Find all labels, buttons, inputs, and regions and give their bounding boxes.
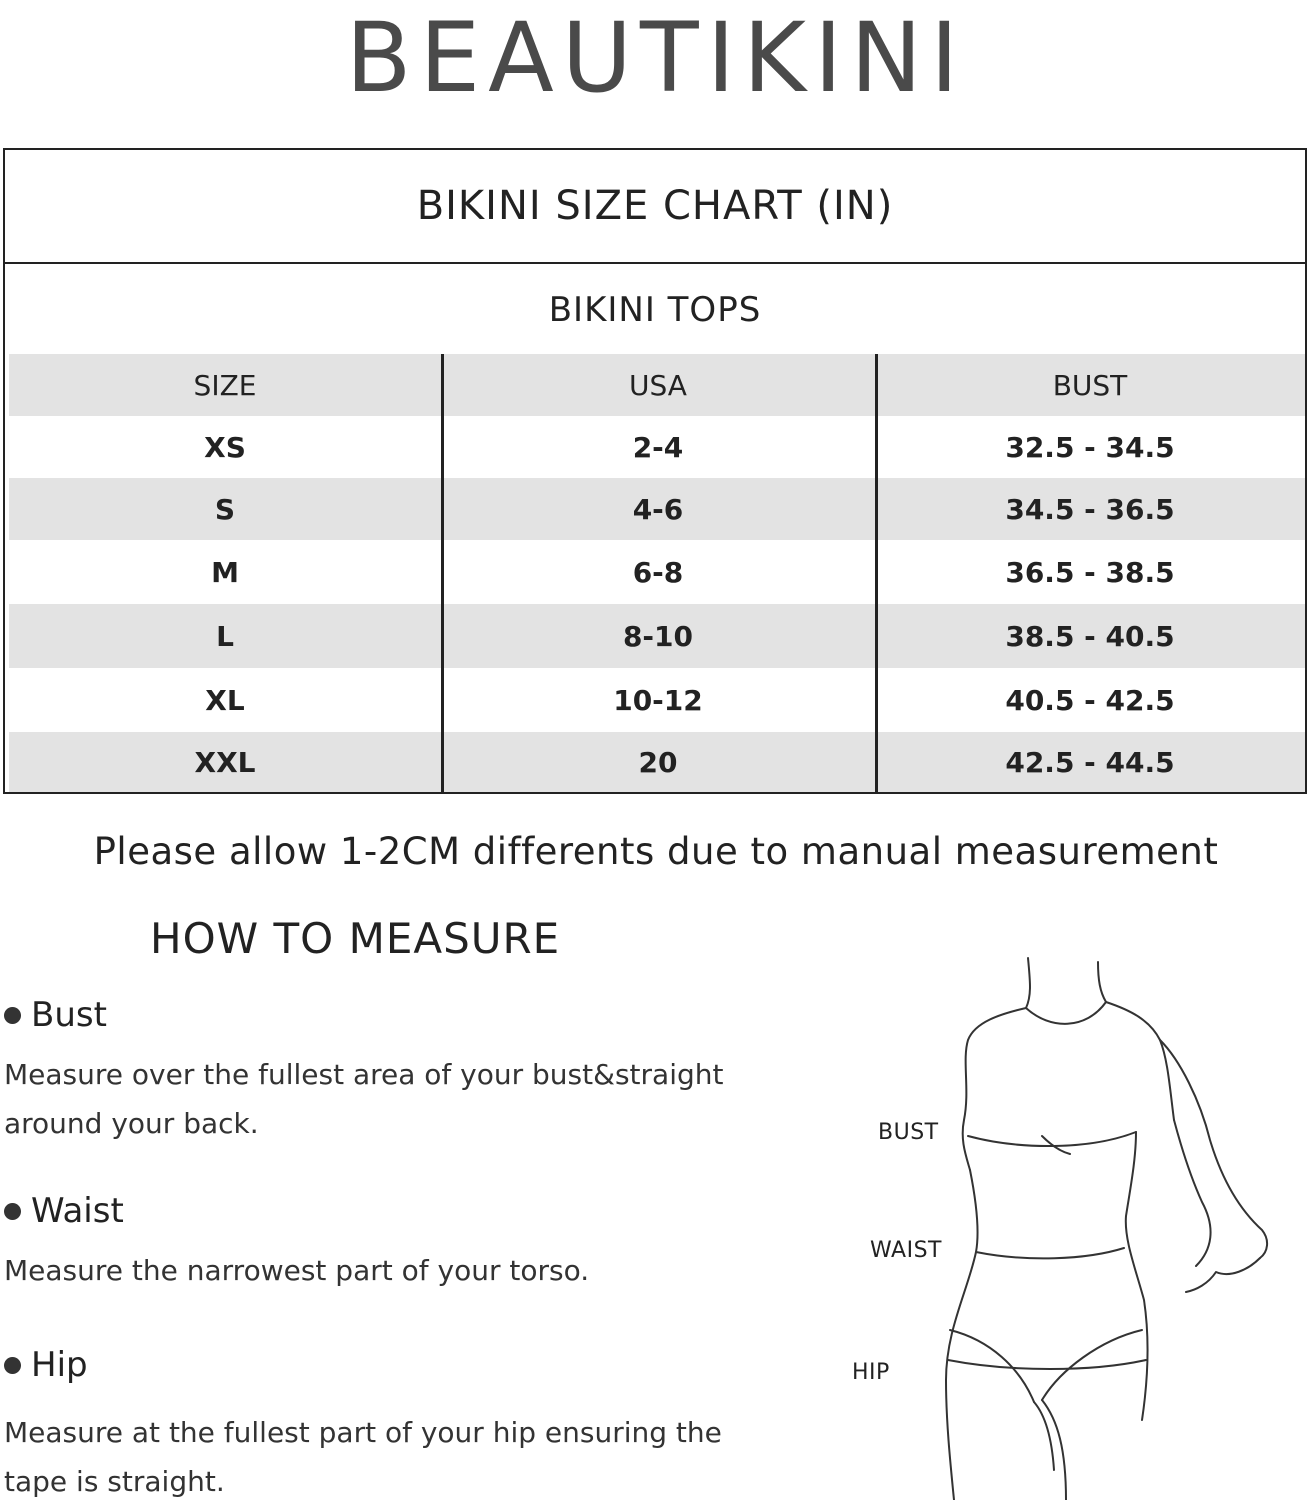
table-row — [9, 478, 1305, 540]
waist-label: Waist — [31, 1191, 124, 1231]
cell-usa: 20 — [441, 732, 875, 792]
cell-usa: 2-4 — [632, 430, 684, 464]
measurement-note: Please allow 1-2CM differents due to manual measurement — [93, 830, 1219, 873]
cell-bust: 32.5 - 34.5 — [1005, 430, 1175, 464]
bust-heading — [4, 995, 107, 1035]
table-row — [9, 416, 1305, 478]
hip-label: Hip — [31, 1345, 88, 1385]
bullet-icon — [4, 1203, 21, 1220]
bust-instruction: Measure over the fullest area of your bust&straight around your back. — [4, 1058, 724, 1140]
waist-diagram-label: WAIST — [870, 1238, 942, 1263]
section-title: BIKINI TOPS — [548, 290, 762, 330]
waist-instruction: Measure the narrowest part of your torso. — [4, 1254, 590, 1287]
cell-size: S — [9, 478, 441, 540]
cell-size: XS — [204, 430, 246, 464]
hip-instruction: Measure at the fullest part of your hip ensuring the tape is straight. — [4, 1416, 722, 1498]
table-header-row — [9, 354, 1305, 416]
size-table — [9, 354, 1305, 792]
size-chart — [3, 148, 1307, 794]
bullet-icon — [4, 1357, 21, 1374]
chart-title: BIKINI SIZE CHART (IN) — [5, 150, 1305, 264]
brand-header — [0, 0, 1312, 120]
column-divider — [875, 354, 878, 792]
cell-bust: 36.5 - 38.5 — [1005, 555, 1175, 589]
waist-heading — [4, 1191, 124, 1231]
cell-bust: 40.5 - 42.5 — [1005, 683, 1175, 717]
cell-size: L — [9, 604, 441, 668]
column-divider — [441, 354, 444, 792]
header-bust: BUST — [875, 354, 1305, 416]
cell-size: M — [211, 555, 239, 589]
table-row — [9, 540, 1305, 604]
table-row — [9, 732, 1305, 792]
bust-label: Bust — [31, 995, 107, 1035]
body-figure — [830, 940, 1300, 1500]
hip-diagram-label: HIP — [852, 1360, 890, 1385]
how-to-measure-title: HOW TO MEASURE — [150, 914, 561, 963]
cell-usa: 6-8 — [632, 555, 684, 589]
cell-usa: 8-10 — [441, 604, 875, 668]
cell-bust: 38.5 - 40.5 — [875, 604, 1305, 668]
cell-bust: 34.5 - 36.5 — [875, 478, 1305, 540]
cell-size: XL — [205, 683, 245, 717]
header-size: SIZE — [9, 354, 441, 416]
hip-heading — [4, 1345, 88, 1385]
table-row — [9, 604, 1305, 668]
cell-size: XXL — [9, 732, 441, 792]
table-row — [9, 668, 1305, 732]
cell-usa: 4-6 — [441, 478, 875, 540]
bullet-icon — [4, 1007, 21, 1024]
bust-diagram-label: BUST — [878, 1120, 939, 1145]
header-usa: USA — [441, 354, 875, 416]
cell-usa: 10-12 — [613, 683, 703, 717]
brand-logo: BEAUTIKINI — [345, 2, 967, 114]
body-outline-icon — [830, 940, 1300, 1500]
cell-bust: 42.5 - 44.5 — [875, 732, 1305, 792]
